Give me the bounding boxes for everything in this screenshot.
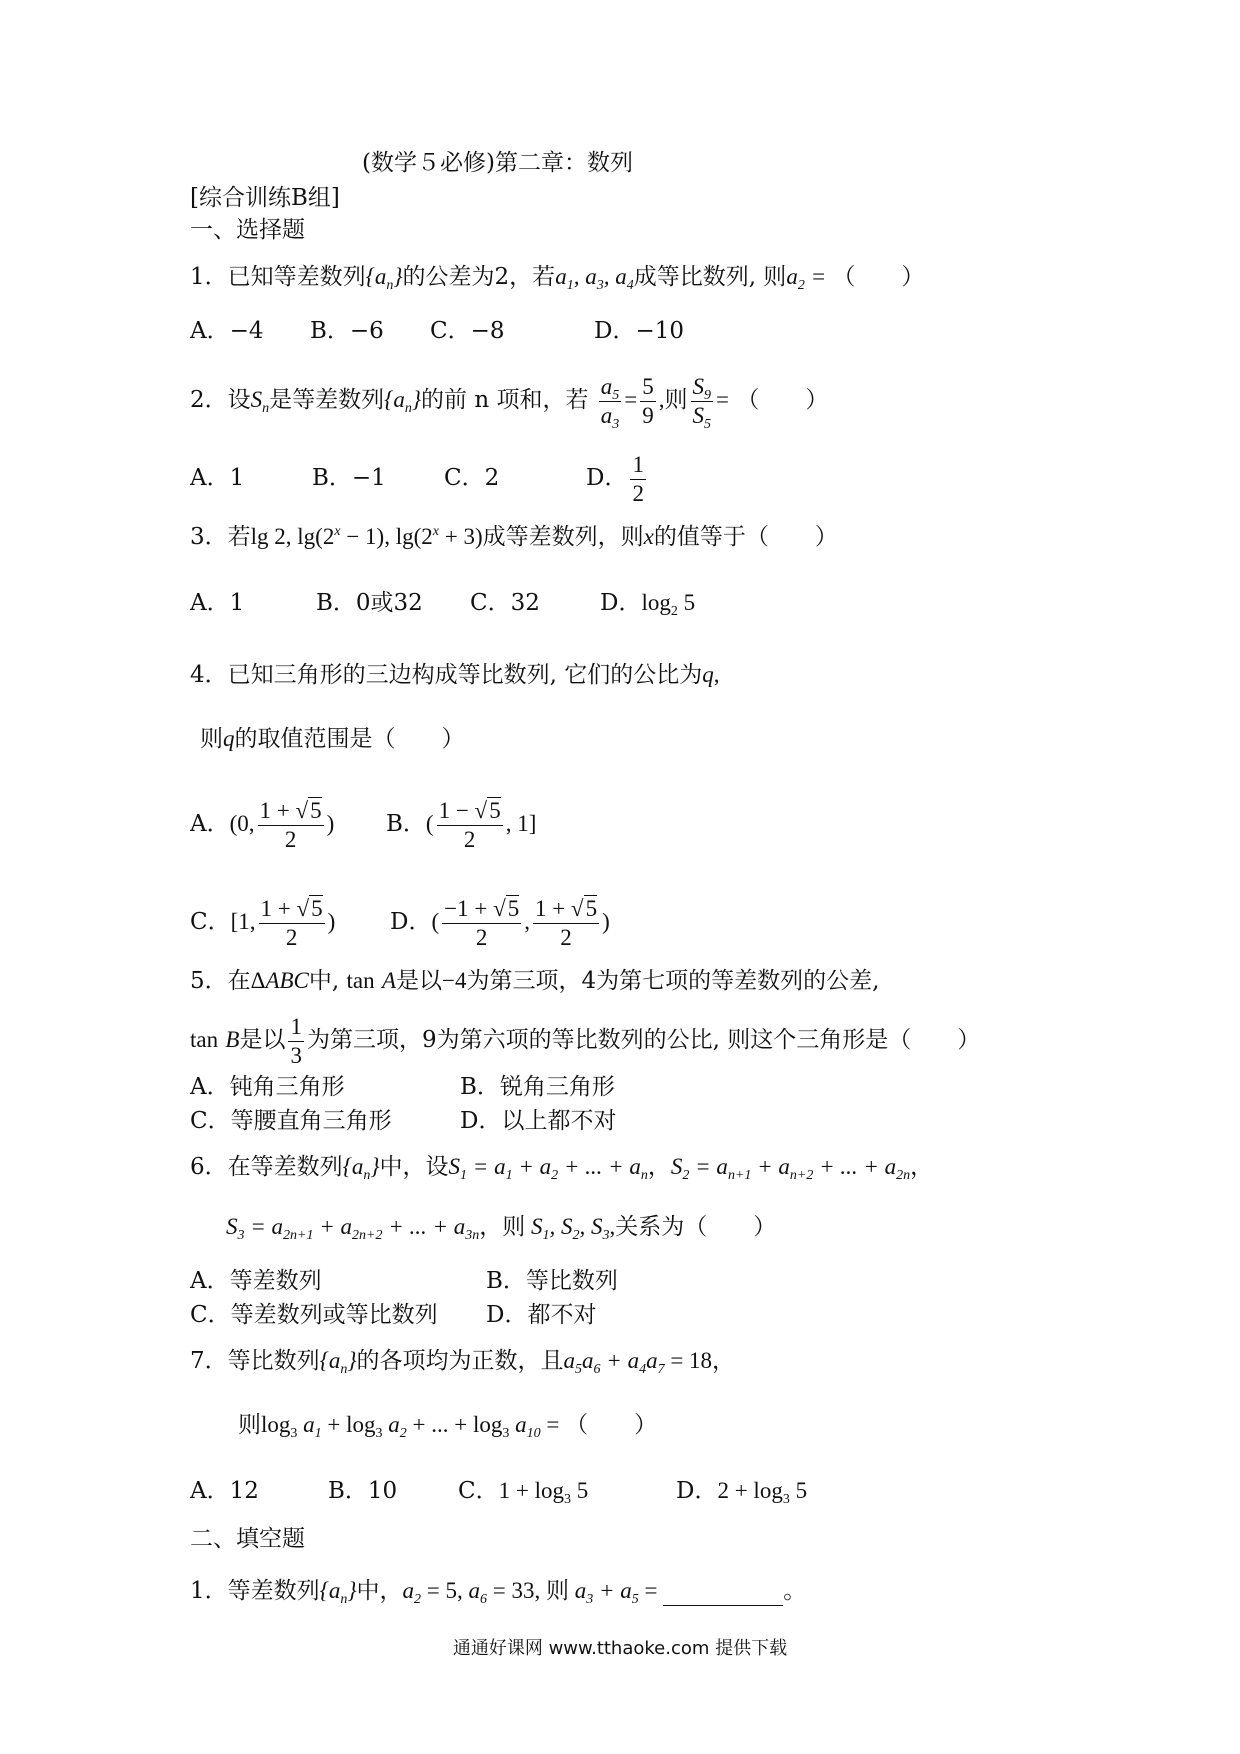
q5-option-d[interactable]: D．以上都不对: [460, 1108, 617, 1134]
page-title: (数学５必修)第二章：数列: [362, 150, 633, 176]
q6-option-a[interactable]: A．等差数列: [190, 1268, 322, 1294]
q4-option-d[interactable]: D．( $\frac{-1 + √5}{2}$ , $\frac{1 + √5}{2}$ ): [390, 895, 610, 950]
page-subtitle: [综合训练B组]: [190, 185, 340, 211]
question-5-cont: tan B是以 $\frac{1}{3}$ 为第三项，9为第六项的等比数列的公比, 则这个三角形是（ ）: [190, 1013, 981, 1068]
question-6: 6．在等差数列$\{a_n\}$中，设$S_1 = a_1 + a_2$ + ... + $a_n$，$S_2 = a_{n+1} + a_{n+2}$ + ... + $a_{2n}$，: [190, 1154, 934, 1183]
q5-option-b[interactable]: B．锐角三角形: [460, 1074, 615, 1100]
question-5: 5．在ΔABC中, tan A是以−4为第三项，4为第七项的等差数列的公差,: [190, 968, 880, 994]
section-title-fill: 二、填空题: [190, 1526, 305, 1552]
q3-option-b[interactable]: B．0或32: [316, 590, 423, 616]
question-7: 7．等比数列$\{a_n\}$的各项均为正数，且$a_5a_6 + a_4a_7 = 18$，: [190, 1348, 736, 1377]
q3-option-a[interactable]: A．1: [190, 590, 245, 616]
q2-option-a[interactable]: A．1: [190, 465, 245, 491]
q3-option-c[interactable]: C．32: [470, 590, 540, 616]
q1-option-a[interactable]: A．−4: [190, 318, 264, 344]
q6-option-b[interactable]: B．等比数列: [486, 1268, 618, 1294]
q4-option-c[interactable]: C．[1, $\frac{1 + √5}{2}$ ): [190, 895, 336, 950]
question-2: 2．设$S_n$是等差数列$\{a_n\}$的前 n 项和，若 $\frac{a_5}{a_3}$ = $\frac{5}{9}$ ,则 $\frac{S_9}{S_5}$ = （ ）: [190, 373, 829, 432]
q4-option-b[interactable]: B．( $\frac{1 - √5}{2}$ , 1]: [386, 797, 537, 852]
page-footer: 通通好课网 www.tthaoke.com 提供下载: [452, 1638, 788, 1659]
q7-option-c[interactable]: C．$1 + \log_3 5$: [458, 1478, 589, 1507]
q7-option-d[interactable]: D．$2 + \log_3 5$: [676, 1478, 808, 1507]
q4-option-a[interactable]: A．(0, $\frac{1 + √5}{2}$ ): [190, 797, 335, 852]
q6-option-d[interactable]: D．都不对: [486, 1302, 597, 1328]
q6-option-c[interactable]: C．等差数列或等比数列: [190, 1302, 438, 1328]
section-title-choice: 一、选择题: [190, 217, 305, 243]
question-3: 3．若lg 2, $\lg(2^x - 1)$, $\lg(2^x + 3)$成等差数列，则x的值等于（ ）: [190, 524, 838, 550]
question-4-cont: 则q的取值范围是（ ）: [200, 726, 465, 752]
q7-option-b[interactable]: B．10: [328, 1478, 398, 1504]
q5-option-a[interactable]: A．钝角三角形: [190, 1074, 345, 1100]
question-4: 4．已知三角形的三边构成等比数列, 它们的公比为q,: [190, 662, 720, 688]
q7-option-a[interactable]: A．12: [190, 1478, 259, 1504]
q2-option-c[interactable]: C．2: [444, 465, 500, 491]
q1-option-b[interactable]: B．−6: [310, 318, 384, 344]
q2-option-b[interactable]: B．−1: [312, 465, 386, 491]
fill-question-1: 1．等差数列$\{a_n\}$中，$a_2 = 5$, $a_6 = 33$, 则 $a_3 + a_5$ = 。: [190, 1578, 807, 1607]
q2-option-d[interactable]: D． $\frac{1}{2}$: [586, 451, 644, 506]
question-6-cont: $S_3 = a_{2n+1} + a_{2n+2}$ + ... + $a_{3n}$，则 $S_1$, $S_2$, $S_3$,关系为（ ）: [226, 1214, 777, 1243]
q5-option-c[interactable]: C．等腰直角三角形: [190, 1108, 392, 1134]
question-7-cont: 则$\log_3 a_1 + \log_3 a_2$ + ... + $\log_3 a_{10}$ = （ ）: [238, 1412, 658, 1441]
answer-blank[interactable]: [663, 1583, 783, 1606]
q1-option-d[interactable]: D．−10: [594, 318, 684, 344]
q1-option-c[interactable]: C．−8: [430, 318, 505, 344]
q3-option-d[interactable]: D．$\log_2 5$: [600, 590, 696, 619]
question-1: 1．已知等差数列$\{a_n\}$的公差为2，若$a_1$, $a_3$, $a_4$成等比数列, 则$a_2$ = （ ）: [190, 264, 925, 293]
